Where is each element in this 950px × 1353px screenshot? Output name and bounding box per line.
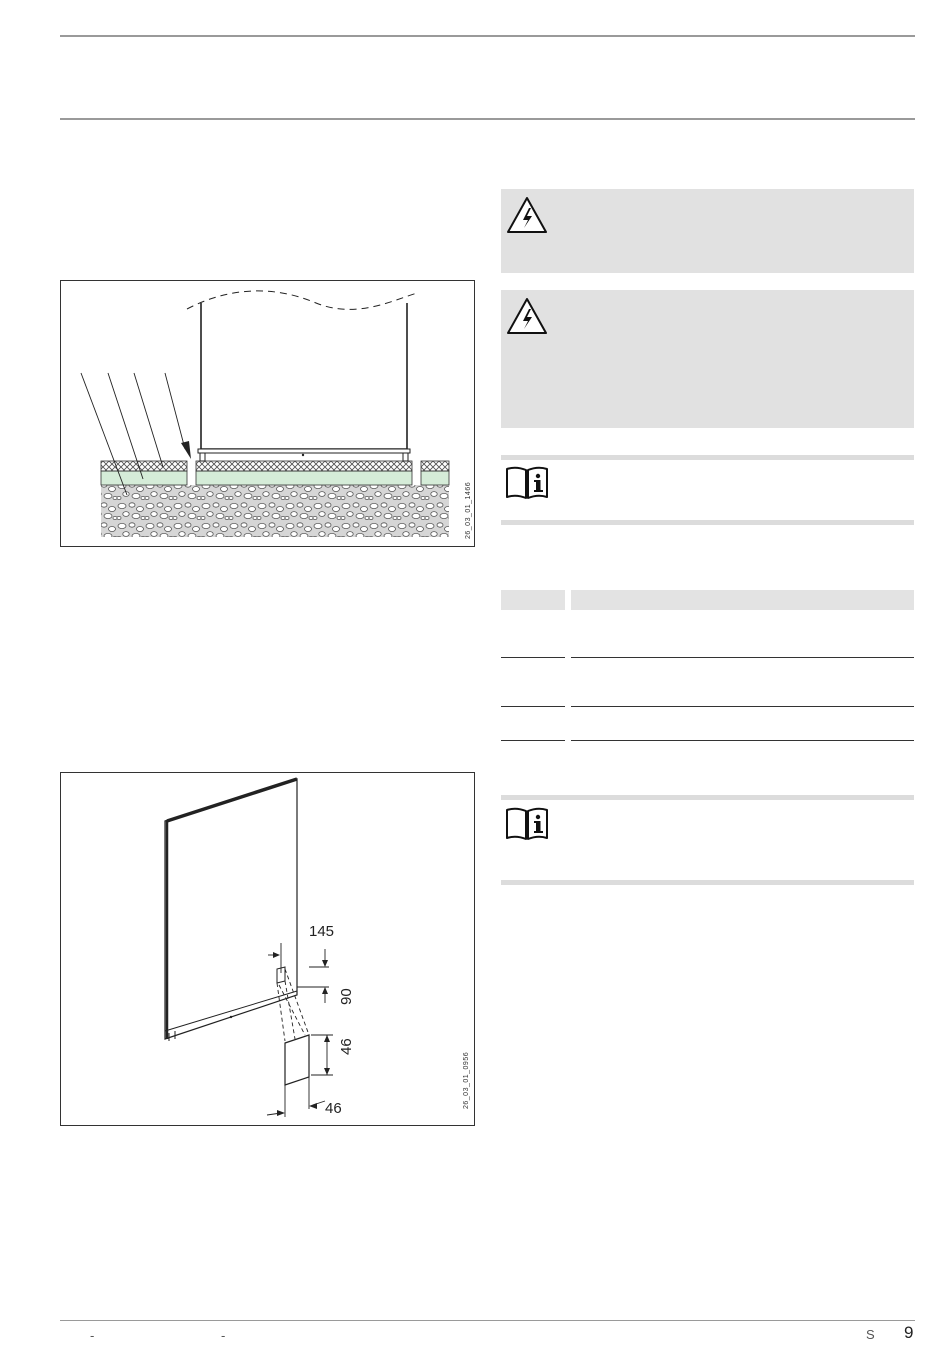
table-row-divider-2a (501, 706, 565, 707)
info-note-2-bottom-bar (501, 880, 914, 885)
table-header-cell-1 (501, 590, 565, 610)
table-row-divider-2b (571, 706, 914, 707)
leader-line-3 (134, 373, 163, 467)
dimension-46-width: 46 (325, 1100, 342, 1117)
cutout-figure (60, 772, 475, 1126)
table-header-cell-2 (571, 590, 914, 610)
figure-code-1: 26_03_01_1466 (465, 481, 472, 539)
floor-section-figure (60, 280, 475, 547)
manual-info-icon (504, 806, 550, 842)
info-note-1-top-bar (501, 455, 914, 460)
table-row-divider-3a (501, 740, 565, 741)
dimension-46-height: 46 (338, 1038, 355, 1055)
appliance-body (201, 303, 407, 449)
dimension-90: 90 (338, 988, 355, 1005)
screed-layer (196, 461, 412, 471)
dimension-145: 145 (309, 923, 335, 940)
info-note-2-top-bar (501, 795, 914, 800)
info-note-1-bottom-bar (501, 520, 914, 525)
table-row-divider-3b (571, 740, 914, 741)
leader-line-4 (165, 373, 185, 449)
header-rule-top (60, 35, 915, 37)
appliance-back-panel (165, 779, 297, 1039)
figure-code-2: 26_03_01_0956 (463, 1051, 470, 1109)
footer-mark-2: - (221, 1328, 226, 1343)
table-row-divider-1b (571, 657, 914, 658)
electrical-hazard-icon (505, 296, 549, 336)
table-row-divider-1a (501, 657, 565, 658)
cutout-opening (285, 1035, 309, 1085)
header-rule-bottom (60, 118, 915, 120)
warning-panel-2 (501, 290, 914, 428)
footer-rule (60, 1320, 915, 1321)
cutout-drawing (61, 773, 474, 1125)
leader-arrow (181, 441, 191, 459)
footer-mark-1: - (90, 1328, 95, 1343)
gravel-layer (101, 485, 449, 537)
electrical-hazard-icon (505, 195, 549, 235)
manual-info-icon (504, 465, 550, 501)
warning-panel-1 (501, 189, 914, 273)
page-number: 9 (904, 1323, 914, 1342)
insulation-layer (196, 471, 412, 485)
footer-section-letter: S (866, 1327, 875, 1342)
floor-section-drawing (61, 281, 474, 546)
